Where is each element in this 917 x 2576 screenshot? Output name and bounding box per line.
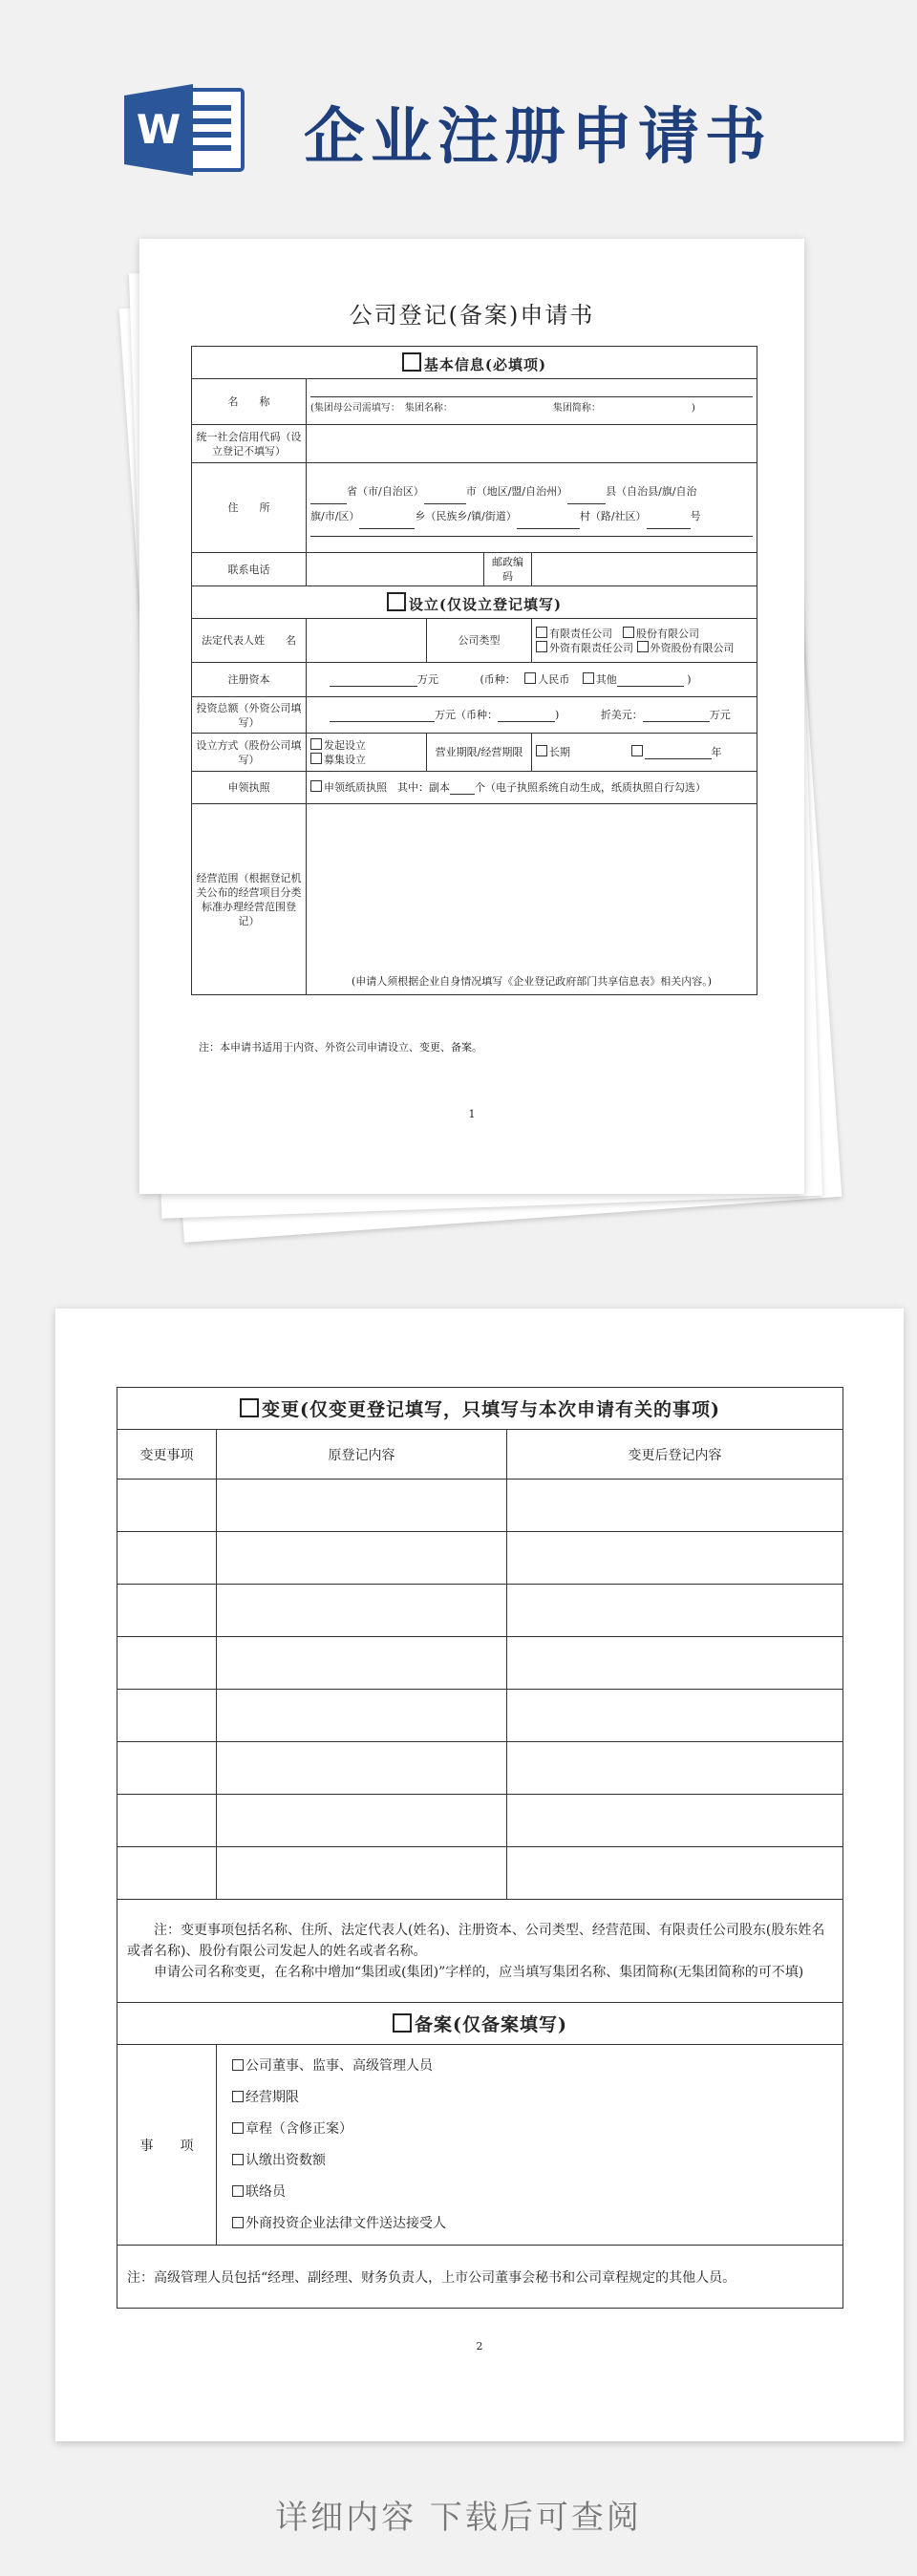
change-cell[interactable] [217, 1847, 507, 1900]
investment-label: 投资总额（外资公司填写） [192, 697, 307, 734]
filing-note: 注：高级管理人员包括“经理、副经理、财务负责人，上市公司董事会秘书和公司章程规定的其他人员。 [117, 2246, 843, 2309]
change-cell[interactable] [117, 1795, 217, 1847]
name-field[interactable] [307, 379, 757, 425]
establish-section-header: 设立(仅设立登记填写) [192, 586, 757, 619]
legal-rep-label: 法定代表人姓 名 [192, 619, 307, 663]
page-number-1: 1 [468, 1108, 476, 1120]
license-paper-checkbox[interactable] [310, 780, 322, 792]
name-hint: (集团母公司需填写： 集团名称： 集团简称： ) [310, 403, 695, 414]
term-year-checkbox[interactable] [631, 745, 643, 756]
page-number-2: 2 [476, 2340, 483, 2352]
postcode-label: 邮政编码 [484, 553, 532, 586]
change-cell[interactable] [117, 1637, 217, 1690]
filing-item-liaison: 联络员 [232, 2177, 837, 2208]
change-row [117, 1532, 843, 1585]
type-foreign-llc-checkbox[interactable] [536, 641, 547, 652]
change-cell[interactable] [117, 1480, 217, 1532]
basic-checkbox[interactable] [402, 352, 421, 372]
filing-item-capital: 认缴出资数额 [232, 2145, 837, 2177]
change-cell[interactable] [117, 1585, 217, 1637]
change-row [117, 1480, 843, 1532]
change-cell[interactable] [117, 1532, 217, 1585]
change-cell[interactable] [217, 1690, 507, 1742]
method-label: 设立方式（股份公司填写） [192, 734, 307, 772]
type-llc-checkbox[interactable] [536, 627, 547, 638]
change-cell[interactable] [217, 1795, 507, 1847]
change-note: 注：变更事项包括名称、住所、法定代表人(姓名)、注册资本、公司类型、经营范围、有限责任公司股东(股东姓名或者名称)、股份有限公司发起人的姓名或者名称。 申请公司名称变更，在名称中增加“集团或(集团)”字样的，应当填写集团名称、集团简称(无集团简称的可不填) [117, 1900, 843, 2003]
company-type-label: 公司类型 [427, 619, 532, 663]
currency-other-checkbox[interactable] [583, 672, 594, 684]
change-cell[interactable] [117, 1690, 217, 1742]
filing-item-foreign: 外商投资企业法律文件送达接受人 [232, 2208, 837, 2240]
change-cell[interactable] [507, 1637, 843, 1690]
filing-checkbox-4[interactable] [232, 2185, 244, 2197]
change-cell[interactable] [217, 1532, 507, 1585]
change-row [117, 1637, 843, 1690]
filing-section-header: 备案(仅备案填写) [117, 2003, 843, 2045]
credit-code-field[interactable] [307, 425, 757, 463]
type-foreign-stock-checkbox[interactable] [637, 641, 649, 652]
change-cell[interactable] [217, 1585, 507, 1637]
company-type-options: 有限责任公司 股份有限公司 外资有限责任公司 外资股份有限公司 [532, 619, 757, 663]
change-cell[interactable] [507, 1795, 843, 1847]
col-after: 变更后登记内容 [507, 1430, 843, 1480]
scope-field[interactable] [307, 804, 757, 995]
address-field[interactable]: 省（市/自治区） 市（地区/盟/自治州） 县（自治县/旗/自治 旗/市/区） 乡（民族乡/镇/街道） 村（路/社区） 号 [307, 463, 757, 553]
change-cell[interactable] [507, 1690, 843, 1742]
col-change-item: 变更事项 [117, 1430, 217, 1480]
change-row [117, 1795, 843, 1847]
change-cell[interactable] [507, 1742, 843, 1795]
filing-checkbox[interactable] [393, 2013, 412, 2033]
basic-section-header: 基本信息(必填项) [192, 347, 757, 379]
change-row [117, 1585, 843, 1637]
col-before: 原登记内容 [217, 1430, 507, 1480]
page1-footnote: 注：本申请书适用于内资、外资公司申请设立、变更、备案。 [199, 1041, 482, 1054]
registration-table [191, 346, 757, 995]
filing-checkbox-5[interactable] [232, 2217, 244, 2228]
license-label: 申领执照 [192, 772, 307, 804]
change-cell[interactable] [507, 1847, 843, 1900]
filing-checkbox-2[interactable] [232, 2122, 244, 2134]
filing-item-directors: 公司董事、监事、高级管理人员 [232, 2051, 837, 2082]
filing-items [217, 2045, 843, 2246]
capital-label: 注册资本 [192, 663, 307, 697]
term-label: 营业期限/经营期限 [427, 734, 532, 772]
change-cell[interactable] [507, 1532, 843, 1585]
word-icon [122, 84, 246, 176]
license-field[interactable]: 申领纸质执照 其中：副本 个（电子执照系统自动生成，纸质执照自行勾选） [307, 772, 757, 804]
change-cell[interactable] [217, 1637, 507, 1690]
method-options: 发起设立 募集设立 [307, 734, 427, 772]
filing-item-charter: 章程（含修正案） [232, 2114, 837, 2145]
hero-title: 企业注册申请书 [304, 102, 772, 173]
filing-item-label: 事 项 [117, 2045, 217, 2246]
word-logo-letter: W [136, 106, 181, 153]
filing-checkbox-0[interactable] [232, 2059, 244, 2071]
phone-field[interactable] [307, 553, 484, 586]
change-cell[interactable] [217, 1742, 507, 1795]
change-section-header: 变更(仅变更登记填写，只填写与本次申请有关的事项) [117, 1388, 843, 1430]
footer-caption: 详细内容 下载后可查阅 [275, 2499, 642, 2537]
change-cell[interactable] [507, 1480, 843, 1532]
name-label: 名 称 [192, 379, 307, 425]
term-field[interactable]: 长期 年 [532, 734, 757, 772]
doc-title: 公司登记(备案)申请书 [349, 302, 595, 329]
change-cell[interactable] [507, 1585, 843, 1637]
postcode-field[interactable] [532, 553, 757, 586]
term-long-checkbox[interactable] [536, 745, 547, 756]
document-page-2 [55, 1309, 904, 2441]
change-cell[interactable] [117, 1847, 217, 1900]
change-cell[interactable] [117, 1742, 217, 1795]
currency-rmb-checkbox[interactable] [524, 672, 536, 684]
investment-field[interactable]: 万元（币种： ) 折美元： 万元 [307, 697, 757, 734]
credit-code-label: 统一社会信用代码（设立登记不填写） [192, 425, 307, 463]
legal-rep-field[interactable] [307, 619, 427, 663]
filing-checkbox-3[interactable] [232, 2154, 244, 2165]
change-checkbox[interactable] [240, 1398, 259, 1417]
phone-label: 联系电话 [192, 553, 307, 586]
change-row [117, 1847, 843, 1900]
scope-label: 经营范围（根据登记机关公布的经营项目分类标准办理经营范围登记） [192, 804, 307, 995]
change-cell[interactable] [217, 1480, 507, 1532]
filing-item-term: 经营期限 [232, 2082, 837, 2114]
method-raise-checkbox[interactable] [310, 753, 322, 764]
document-page-1 [139, 239, 804, 1194]
change-row [117, 1742, 843, 1795]
change-filing-table [117, 1387, 843, 2309]
change-row [117, 1690, 843, 1742]
address-label: 住 所 [192, 463, 307, 553]
type-stock-checkbox[interactable] [623, 627, 634, 638]
method-sponsor-checkbox[interactable] [310, 738, 322, 750]
filing-checkbox-1[interactable] [232, 2091, 244, 2102]
scope-note: (申请人须根据企业自身情况填写《企业登记政府部门共享信息表》相关内容。) [351, 975, 713, 988]
capital-field[interactable]: 万元 (币种： 人民币 其他 ) [307, 663, 757, 697]
establish-checkbox[interactable] [387, 592, 406, 611]
